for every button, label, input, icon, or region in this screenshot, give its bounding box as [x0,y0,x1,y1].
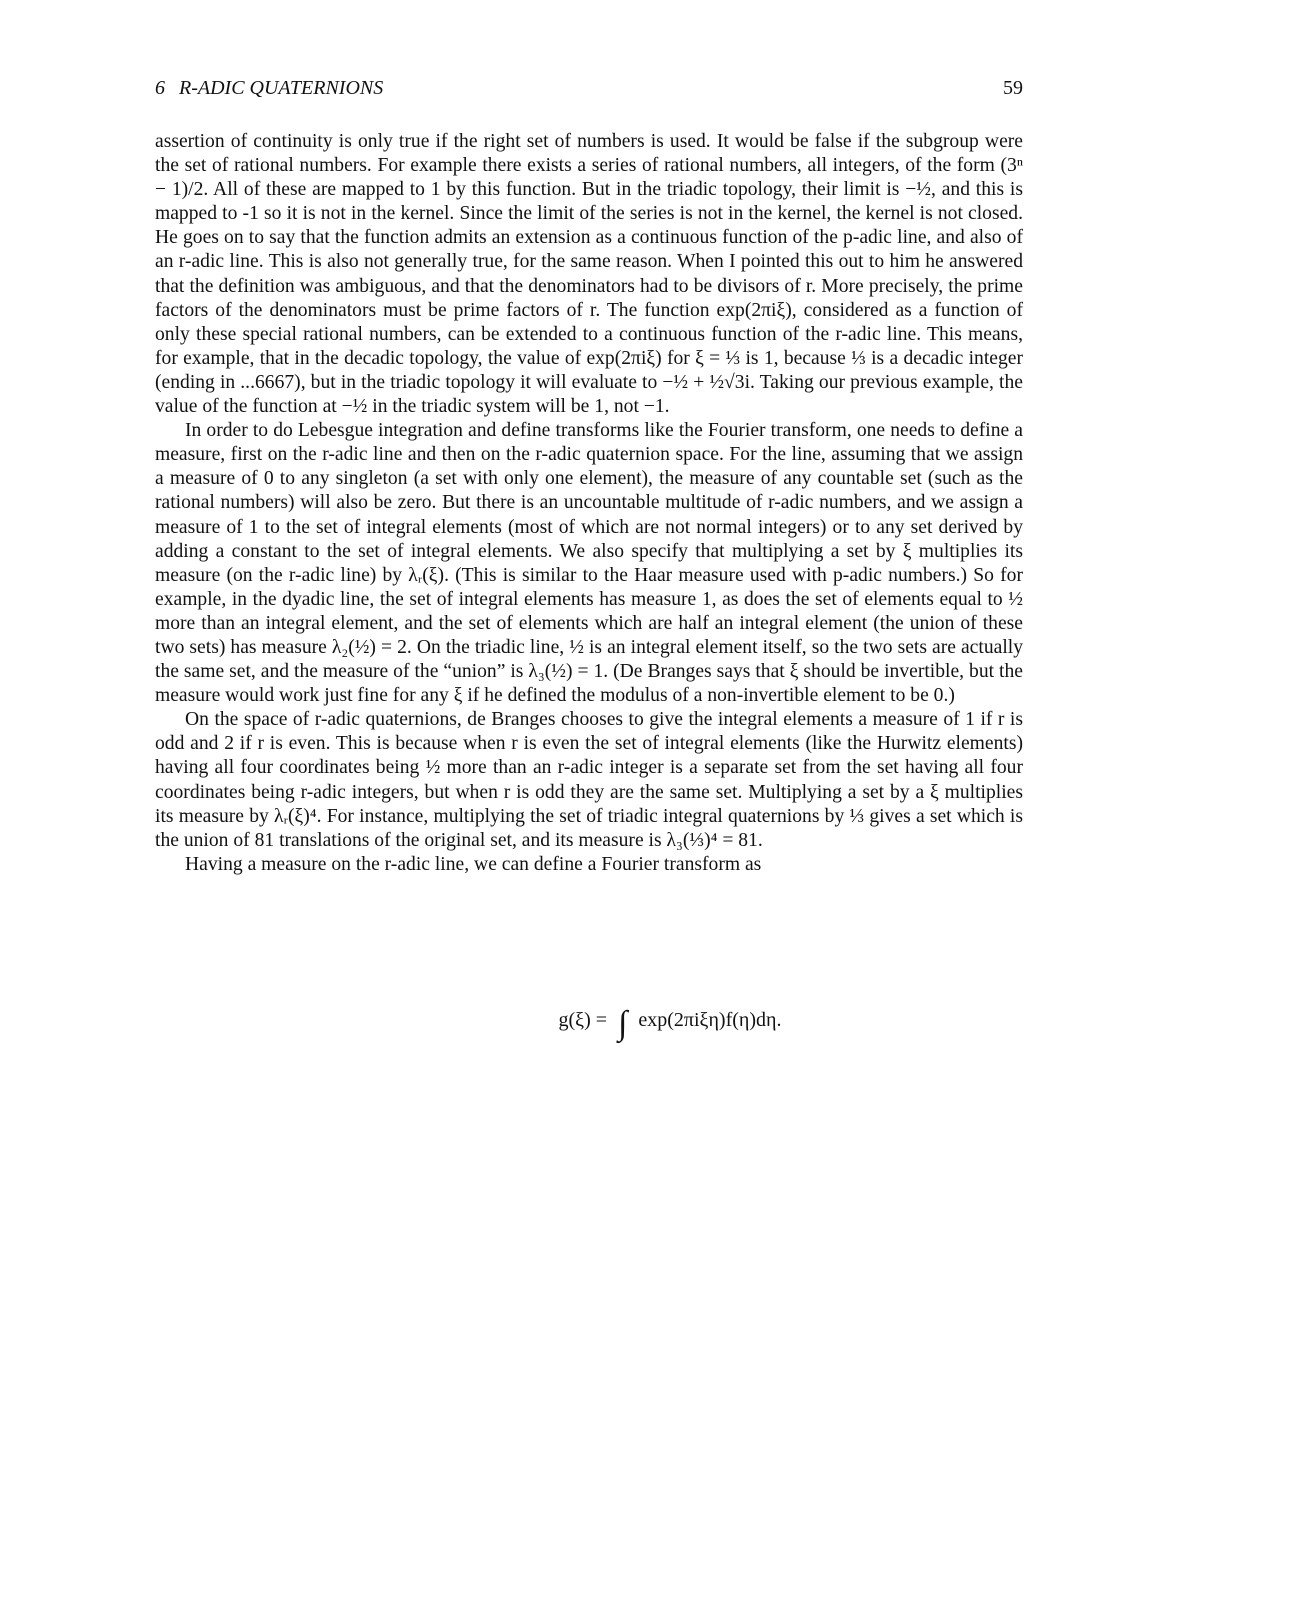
running-header [155,77,1023,105]
equation-rhs: exp(2πiξη)f(η)dη. [638,1009,782,1031]
integral-sign-icon: ∫ [618,1005,628,1042]
paragraph-4: Having a measure on the r-adic line, we can define a Fourier transform as [185,853,762,875]
section-name: R-ADIC QUATERNIONS [179,77,384,99]
section-number: 6 [155,77,165,99]
fourier-transform-equation [0,1005,1300,1043]
section-title [155,77,383,100]
paragraph-2: In order to do Lebesgue integration and define transforms like the Fourier transform, one needs to define a measure, first on the r-adic line and then on the r-adic quaternion space. For the line, assuming that we assign a measure of 0 to any singleton (a set with only one element), the measure of any countable set (such as the rational numbers) will also be zero. But there is an uncountable multitude of r-adic numbers, and we assign a measure of 1 to the set of integral elements (most of which are not normal integers) or to any set derived by adding a constant to the set of integral elements. We also specify that multiplying a set by ξ multiplies its measure (on the r-adic line) by λᵣ(ξ). (This is similar to the Haar measure used with p-adic numbers.) So for example, in the dyadic line, the set of integral elements has measure 1, as does the set of elements equal to ½ more than an integral element, and the set of elements which are half an integral element (the union of these two sets) has measure λ₂(½) = 2. On the triadic line, ½ is an integral element itself, so the two sets are actually the same set, and the measure of the “union” is λ₃(½) = 1. (De Branges says that ξ should be invertible, but the measure would work just fine for any ξ if he defined the modulus of a non-invertible element to be 0.) [155,420,1023,707]
paragraph-3: On the space of r-adic quaternions, de Branges chooses to give the integral elements a measure of 1 if r is odd and 2 if r is even. This is because when r is even the set of integral elements (like the Hurwitz elements) having all four coordinates being ½ more than an r-adic integer is a separate set from the set having all four coordinates being r-adic integers, but when r is odd they are the same set. Multiplying a set by a ξ multiplies its measure by λᵣ(ξ)⁴. For instance, multiplying the set of triadic integral quaternions by ⅓ gives a set which is the union of 81 translations of the original set, and its measure is λ₃(⅓)⁴ = 81. [155,709,1023,851]
page-number: 59 [1003,77,1023,99]
paragraph-1: assertion of continuity is only true if the right set of numbers is used. It would be false if the subgroup were the set of rational numbers. For example there exists a series of rational numbers, all integers, of the form (3ⁿ − 1)/2. All of these are mapped to 1 by this function. But in the triadic topology, their limit is −½, and this is mapped to -1 so it is not in the kernel. Since the limit of the series is not in the kernel, the kernel is not closed. He goes on to say that the function admits an extension as a continuous function of the p-adic line, and also of an r-adic line. This is also not generally true, for the same reason. When I pointed this out to him he answered that the definition was ambiguous, and that the denominators had to be divisors of r. More precisely, the prime factors of the denominators must be prime factors of r. The function exp(2πiξ), considered as a function of only these special rational numbers, can be extended to a continuous function of the r-adic line. This means, for example, that in the decadic topology, the value of exp(2πiξ) for ξ = ⅓ is 1, because ⅓ is a decadic integer (ending in ...6667), but in the triadic topology it will evaluate to −½ + ½√3i. Taking our previous example, the value of the function at −½ in the triadic system will be 1, not −1. [155,131,1023,418]
equation-lhs: g(ξ) = [558,1009,608,1031]
body-text [155,130,1023,877]
